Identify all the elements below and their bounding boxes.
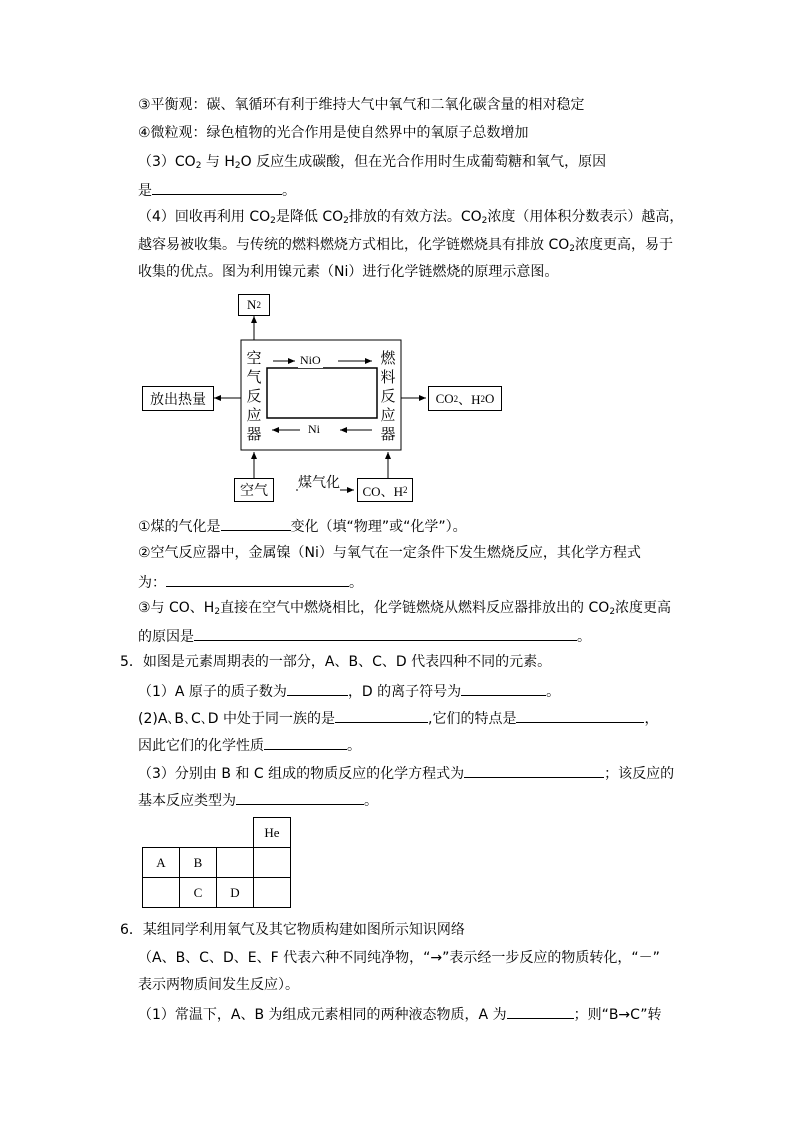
products-box: CO 2 、H 2 O [428, 386, 502, 411]
answer-blank[interactable] [166, 571, 349, 587]
ni-label: Ni [308, 422, 320, 436]
diagram-arrows [0, 0, 794, 520]
answer-blank[interactable] [335, 707, 428, 723]
cell-d: D [217, 878, 254, 908]
cell-b: B [180, 848, 217, 878]
table-row [143, 848, 291, 878]
cell-empty [254, 848, 291, 878]
question-5-part-3: （3）分别由 B 和 C 组成的物质反应的化学方程式为 ；该反应的 [138, 762, 674, 782]
air-box: 空气 [234, 478, 274, 502]
nio-label: NiO [300, 353, 321, 367]
question-5-part-2: (2)A､B､C､D 中处于同一族的是 ,它们的特点是 ， [138, 707, 658, 727]
question-4-line2: 越容易被收集。与传统的燃料燃烧方式相比，化学链燃烧具有排放 $CO_2$浓度更高，易于 [138, 237, 673, 254]
question-6-note-cont: 表示两物质间发生反应）。 [138, 977, 299, 993]
answer-blank[interactable] [516, 707, 644, 723]
sub-question-2-cont: 为： 。 [138, 571, 363, 591]
table-row [143, 818, 291, 848]
question-5-part-1: （1）A 原子的质子数为 ，D 的离子符号为 。 [138, 680, 560, 700]
fuel-reactor-label: 燃 料 反 应 器 [380, 349, 396, 443]
answer-blank[interactable] [236, 789, 364, 805]
cell-a: A [143, 848, 180, 878]
sub-question-2: ②空气反应器中，金属镍（Ni）与氧气在一定条件下发生燃烧反应，其化学方程式 [138, 545, 641, 561]
question-6: 6．某组同学利用氧气及其它物质构建如图所示知识网络 [120, 922, 465, 938]
answer-blank[interactable] [221, 515, 291, 531]
air-reactor-label: 空 气 反 应 器 [246, 349, 262, 443]
answer-blank[interactable] [264, 734, 347, 750]
cell-c: C [180, 878, 217, 908]
particle-view: ④微粒观：绿色植物的光合作用是使自然界中的氧原子总数增加 [138, 125, 529, 141]
question-4-line3: 收集的优点。图为利用镍元素（Ni）进行化学链燃烧的原理示意图。 [138, 264, 559, 280]
sub-question-3-cont: 的原因是 。 [138, 625, 591, 645]
balance-view: ③平衡观：碳、氧循环有利于维持大气中氧气和二氧化碳含量的相对稳定 [138, 97, 585, 113]
heat-release-box: 放出热量 [142, 386, 214, 411]
answer-blank[interactable] [464, 762, 604, 778]
cell-empty [217, 848, 254, 878]
question-6-part-1: （1）常温下，A、B 为组成元素相同的两种液态物质，A 为 ；则“B→C”转 [138, 1003, 661, 1023]
cell-he: He [254, 818, 291, 848]
question-5-part-2-cont: 因此它们的化学性质 。 [138, 734, 361, 754]
table-row [143, 878, 291, 908]
cell-empty [143, 878, 180, 908]
cell-empty [254, 878, 291, 908]
answer-blank[interactable] [461, 680, 546, 696]
question-5: 5．如图是元素周期表的一部分，A、B、C、D 代表四种不同的元素。 [120, 654, 552, 670]
answer-blank[interactable] [507, 1003, 574, 1019]
answer-blank[interactable] [287, 680, 348, 696]
question-3-cont: 是 。 [138, 179, 296, 199]
question-6-note: （A、B、C、D、E、F 代表六种不同纯净物，“→”表示经一步反应的物质转化，“－” [138, 950, 660, 966]
question-5-part-3-cont: 基本反应类型为 。 [138, 789, 378, 809]
syngas-box: CO、H 2 [357, 478, 413, 502]
question-3: $(3)CO_2$ 与 $H_2O$ 反应生成碳酸，但在光合作用时生成葡萄糖和氧气，原因 [138, 154, 607, 171]
sub-question-1: ①煤的气化是 变化（填“物理”或“化学”）。 [138, 515, 467, 535]
periodic-table-fragment [142, 817, 291, 908]
question-4: （4）回收再利用 $CO_2$是降低 $CO_2$排放的有效方法。$CO_2$浓度（用体积分数表示）越高， [138, 209, 684, 226]
answer-blank[interactable] [194, 625, 577, 641]
gasification-label: 煤气化 [298, 472, 340, 492]
sub-question-3: ③与 CO、$H_2$直接在空气中燃烧相比，化学链燃烧从燃料反应器排放出的 $CO_2$浓度更高 [138, 600, 672, 617]
n2-box: N 2 [238, 294, 270, 316]
